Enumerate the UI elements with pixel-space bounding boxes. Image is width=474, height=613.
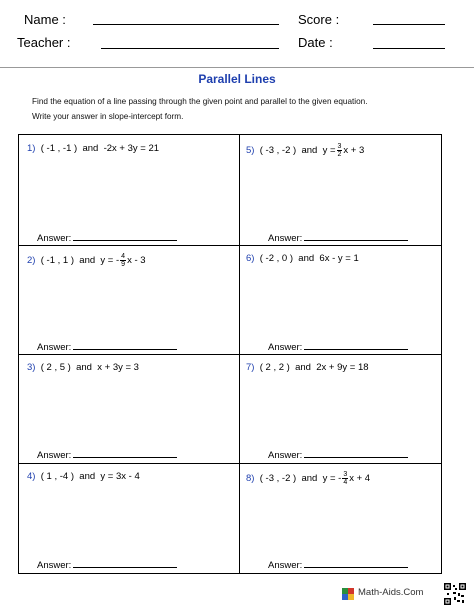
problem-cell-6 <box>240 245 441 354</box>
problem-number: 5) <box>246 145 255 157</box>
problem-point: ( -2 , 0 ) <box>259 253 293 264</box>
answer-blank[interactable] <box>304 340 408 350</box>
answer-blank[interactable] <box>304 558 408 568</box>
answer-blank[interactable] <box>73 231 177 241</box>
fraction-numerator: 3 <box>343 471 348 478</box>
math-aids-logo-icon <box>342 588 354 600</box>
problem-number: 4) <box>27 471 36 482</box>
problem-point: ( -1 , -1 ) <box>40 143 78 154</box>
problem-and: and <box>295 362 311 373</box>
answer-line-5[interactable] <box>268 231 408 244</box>
answer-label: Answer: <box>37 560 72 571</box>
teacher-label: Teacher : <box>17 35 71 50</box>
problem-and: and <box>79 255 96 267</box>
problem-2 <box>27 253 146 268</box>
problem-point: ( -1 , 1 ) <box>40 255 74 267</box>
problem-and: and <box>301 473 318 485</box>
problem-number: 2) <box>27 255 36 267</box>
problem-number: 8) <box>246 473 255 485</box>
problem-number: 6) <box>246 253 255 264</box>
name-label: Name : <box>24 12 66 27</box>
problem-6 <box>246 253 359 264</box>
problem-4 <box>27 471 140 482</box>
name-field-line[interactable] <box>93 24 279 25</box>
answer-label: Answer: <box>268 450 303 461</box>
answer-label: Answer: <box>268 342 303 353</box>
instruction-line-1: Find the equation of a line passing through the given point and parallel to the given equation. <box>32 97 368 106</box>
problem-1 <box>27 143 159 154</box>
header-divider <box>0 67 474 68</box>
problem-point: ( 1 , -4 ) <box>40 471 74 482</box>
problem-equation-start: y = - <box>100 255 120 267</box>
problem-7 <box>246 362 369 373</box>
problem-grid <box>18 134 442 574</box>
problem-3 <box>27 362 139 373</box>
worksheet-title: Parallel Lines <box>198 72 276 86</box>
fraction-denominator: 4 <box>343 479 348 486</box>
qr-code-icon <box>444 583 466 605</box>
problem-equation-start: y = <box>322 145 336 157</box>
answer-blank[interactable] <box>304 231 408 241</box>
problem-cell-1 <box>19 135 239 245</box>
answer-line-3[interactable] <box>37 448 177 461</box>
problem-equation-start: y = - <box>322 473 342 485</box>
answer-line-1[interactable] <box>37 231 177 244</box>
answer-label: Answer: <box>37 233 72 244</box>
problem-number: 1) <box>27 143 36 154</box>
teacher-field-line[interactable] <box>101 48 279 49</box>
answer-blank[interactable] <box>73 340 177 350</box>
answer-line-8[interactable] <box>268 558 408 571</box>
problem-point: ( 2 , 5 ) <box>40 362 71 373</box>
answer-blank[interactable] <box>304 448 408 458</box>
score-label: Score : <box>298 12 340 27</box>
problem-equation: y = 3x - 4 <box>100 471 140 482</box>
problem-equation-end: x + 4 <box>349 473 371 485</box>
problem-point: ( -3 , -2 ) <box>259 145 297 157</box>
problem-5 <box>246 143 364 158</box>
answer-blank[interactable] <box>73 558 177 568</box>
instruction-line-2: Write your answer in slope-intercept form. <box>32 112 184 121</box>
problem-cell-2 <box>19 245 239 354</box>
problem-and: and <box>79 471 96 482</box>
problem-and: and <box>301 145 318 157</box>
problem-equation: 6x - y = 1 <box>319 253 359 264</box>
answer-label: Answer: <box>37 342 72 353</box>
fraction <box>337 143 343 158</box>
fraction <box>120 253 126 268</box>
answer-line-4[interactable] <box>37 558 177 571</box>
problem-number: 7) <box>246 362 255 373</box>
date-label: Date : <box>298 35 333 50</box>
fraction-numerator: 4 <box>121 253 126 260</box>
problem-cell-5 <box>240 135 441 245</box>
answer-label: Answer: <box>37 450 72 461</box>
problem-and: and <box>82 143 99 154</box>
fraction <box>342 471 348 486</box>
date-field-line[interactable] <box>373 48 445 49</box>
problem-equation-end: x + 3 <box>343 145 365 157</box>
problem-cell-8 <box>240 463 441 573</box>
problem-equation-end: x - 3 <box>127 255 146 267</box>
problem-cell-7 <box>240 354 441 463</box>
problem-8 <box>246 471 370 486</box>
fraction-denominator: 2 <box>337 151 342 158</box>
problem-point: ( -3 , -2 ) <box>259 473 297 485</box>
problem-equation: 2x + 9y = 18 <box>316 362 369 373</box>
problem-cell-3 <box>19 354 239 463</box>
problem-equation: -2x + 3y = 21 <box>103 143 160 154</box>
answer-label: Answer: <box>268 233 303 244</box>
problem-point: ( 2 , 2 ) <box>259 362 290 373</box>
problem-number: 3) <box>27 362 36 373</box>
problem-equation: x + 3y = 3 <box>97 362 139 373</box>
answer-label: Answer: <box>268 560 303 571</box>
fraction-denominator: 9 <box>121 261 126 268</box>
footer-brand: Math-Aids.Com <box>358 587 424 598</box>
problem-cell-4 <box>19 463 239 573</box>
answer-blank[interactable] <box>73 448 177 458</box>
score-field-line[interactable] <box>373 24 445 25</box>
fraction-numerator: 3 <box>337 143 342 150</box>
answer-line-7[interactable] <box>268 448 408 461</box>
problem-and: and <box>76 362 92 373</box>
answer-line-2[interactable] <box>37 340 177 353</box>
answer-line-6[interactable] <box>268 340 408 353</box>
problem-and: and <box>298 253 315 264</box>
